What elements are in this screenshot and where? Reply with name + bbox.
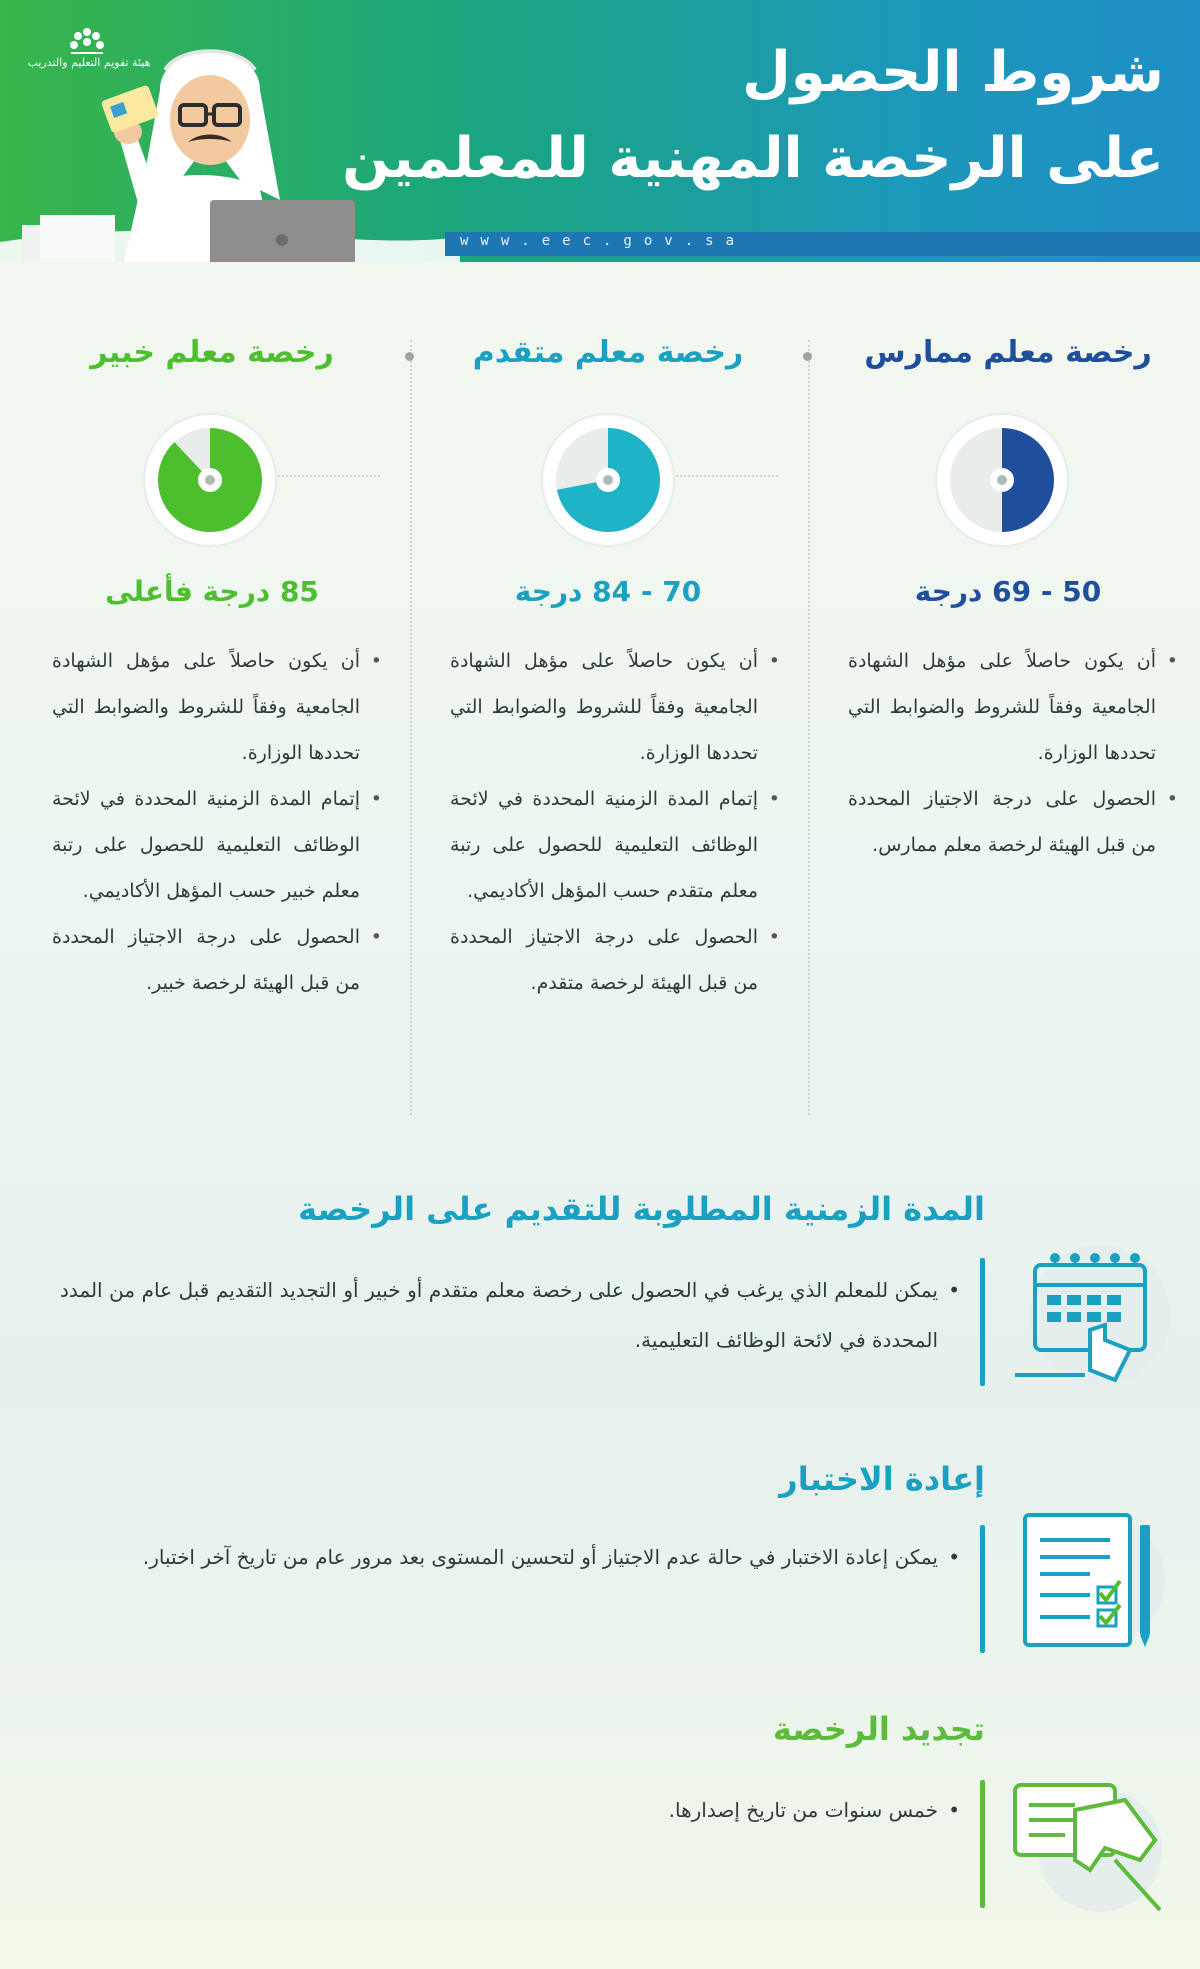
header-banner — [0, 0, 1200, 262]
column-divider — [410, 340, 412, 1115]
license-range-practitioner: 50 - 69 درجة — [914, 575, 1102, 608]
donut-connector — [270, 475, 380, 477]
license-range-expert: 85 درجة فأعلى — [105, 575, 319, 608]
condition-item: • أن يكون حاصلاً على مؤهل الشهادة الجامعية وفقاً للشروط والضوابط التي تحددها الوزارة. — [848, 638, 1178, 776]
license-conditions-expert — [52, 638, 382, 1006]
website-url[interactable]: www.eec.gov.sa — [460, 233, 747, 249]
license-donut-practitioner — [932, 410, 1072, 550]
page-title-line2: على الرخصة المهنية للمعلمين — [342, 126, 1164, 191]
license-title-advanced: رخصة معلم متقدم — [472, 335, 744, 370]
donut-chart-expert — [140, 410, 280, 550]
section-bar-renewal — [980, 1780, 985, 1908]
license-donut-advanced — [538, 410, 678, 550]
page-title-line1: شروط الحصول — [742, 40, 1164, 105]
donut-chart-practitioner — [932, 410, 1072, 550]
condition-item: • إتمام المدة الزمنية المحددة في لائحة الوظائف التعليمية للحصول على رتبة معلم متقدم حسب المؤهل الأكاديمي. — [450, 776, 780, 914]
donut-connector — [668, 475, 778, 477]
section-body-period: • يمكن للمعلم الذي يرغب في الحصول على رخصة معلم متقدم أو خبير أو التجديد التقديم قبل عام من المدد المحددة في لائحة الوظائف التعليمية. — [60, 1265, 960, 1365]
license-conditions-advanced — [450, 638, 780, 1006]
column-dot — [803, 352, 812, 361]
license-title-practitioner: رخصة معلم ممارس — [864, 335, 1152, 370]
column-divider — [808, 340, 810, 1115]
section-bar-retest — [980, 1525, 985, 1653]
condition-item: • الحصول على درجة الاجتياز المحددة من قبل الهيئة لرخصة معلم ممارس. — [848, 776, 1178, 868]
condition-item: • الحصول على درجة الاجتياز المحددة من قبل الهيئة لرخصة متقدم. — [450, 914, 780, 1006]
calendar-hand-icon — [1005, 1240, 1175, 1390]
section-title-renewal: تجديد الرخصة — [772, 1710, 985, 1748]
logo-text: هيئة تقويم التعليم والتدريب — [27, 56, 151, 69]
donut-chart-advanced — [538, 410, 678, 550]
section-title-period: المدة الزمنية المطلوبة للتقديم على الرخصة — [298, 1190, 985, 1228]
section-bar-period — [980, 1258, 985, 1386]
condition-item: • إتمام المدة الزمنية المحددة في لائحة الوظائف التعليمية للحصول على رتبة معلم خبير حسب المؤهل الأكاديمي. — [52, 776, 382, 914]
section-title-retest: إعادة الاختبار — [779, 1460, 985, 1498]
checklist-icon — [1010, 1505, 1170, 1655]
license-conditions-practitioner — [848, 638, 1178, 868]
section-body-retest: • يمكن إعادة الاختبار في حالة عدم الاجتياز أو لتحسين المستوى بعد مرور عام من تاريخ آخر اختبار. — [60, 1532, 960, 1582]
condition-item: • الحصول على درجة الاجتياز المحددة من قبل الهيئة لرخصة خبير. — [52, 914, 382, 1006]
column-dot — [405, 352, 414, 361]
condition-item: • أن يكون حاصلاً على مؤهل الشهادة الجامعية وفقاً للشروط والضوابط التي تحددها الوزارة. — [450, 638, 780, 776]
condition-item: • أن يكون حاصلاً على مؤهل الشهادة الجامعية وفقاً للشروط والضوابط التي تحددها الوزارة. — [52, 638, 382, 776]
license-title-expert: رخصة معلم خبير — [90, 335, 334, 370]
teacher-mascot-illustration — [10, 20, 380, 262]
section-body-renewal: • خمس سنوات من تاريخ إصدارها. — [60, 1785, 960, 1835]
license-range-advanced: 70 - 84 درجة — [514, 575, 702, 608]
license-donut-expert — [140, 410, 280, 550]
license-card-hand-icon — [1005, 1770, 1175, 1920]
